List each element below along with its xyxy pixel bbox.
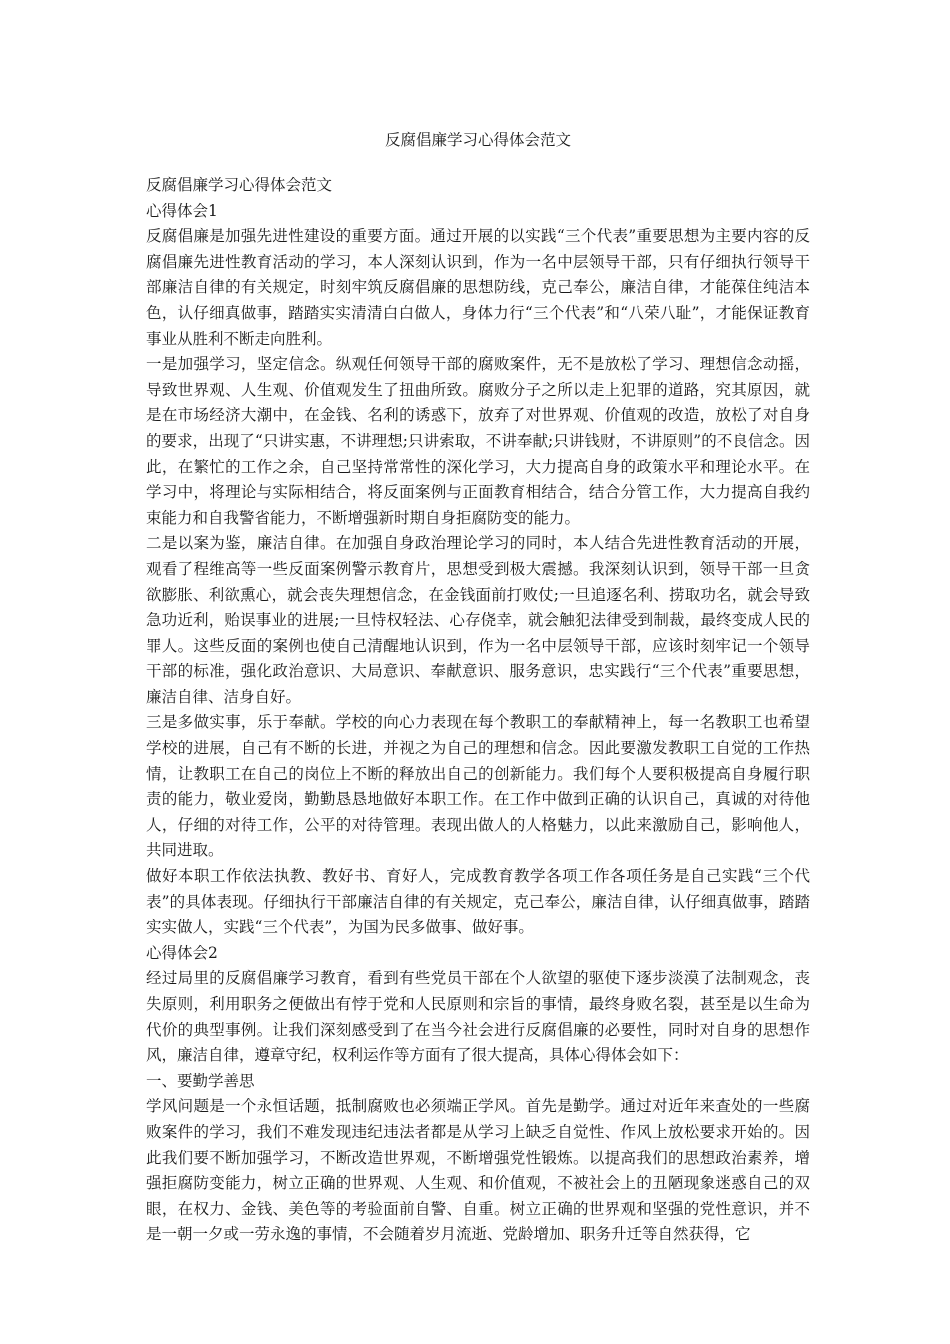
document-title: 反腐倡廉学习心得体会范文 bbox=[384, 131, 571, 149]
body-paragraph: 一是加强学习，坚定信念。纵观任何领导干部的腐败案件，无不是放松了学习、理想信念动摇，导致世界观、人生观、价值观发生了扭曲所致。腐败分子之所以走上犯罪的道路，究其原因，就是在市场经济大潮中，在金钱、名利的诱惑下，放弃了对世界观、价值观的改造，放松了对自身的要求，出现了“只讲实惠，不讲理想;只讲索取，不讲奉献;只讲钱财，不讲原则”的不良信念。因此，在繁忙的工作之余，自己坚持常常性的深化学习，大力提高自身的政策水平和理论水平。在学习中，将理论与实际相结合，将反面案例与正面教育相结合，结合分管工作，大力提高自我约束能力和自我警省能力，不断增强新时期自身拒腐防变的能力。 bbox=[146, 355, 810, 527]
body-paragraph: 三是多做实事，乐于奉献。学校的向心力表现在每个教职工的奉献精神上，每一名教职工也希望学校的进展，自己有不断的长进，并视之为自己的理想和信念。因此要激发教职工自觉的工作热情，让教职工在自己的岗位上不断的释放出自己的创新能力。我们每个人要积极提高自身履行职责的能力，敬业爱岗，勤勤恳恳地做好本职工作。在工作中做到正确的认识自己，真诚的对待他人，仔细的对待工作，公平的对待管理。表现出做人的人格魅力，以此来激励自己，影响他人，共同进取。 bbox=[146, 713, 810, 860]
body-paragraph: 学风问题是一个永恒话题，抵制腐败也必须端正学风。首先是勤学。通过对近年来查处的一些腐败案件的学习，我们不难发现违纪违法者都是从学习上缺乏自觉性、作风上放松要求开始的。因此我们要不断加强学习，不断改造世界观，不断增强党性锻炼。以提高我们的思想政治素养，增强拒腐防变能力，树立正确的世界观、人生观、和价值观，不被社会上的丑陋现象迷惑自己的双眼，在权力、金钱、美色等的考验面前自警、自重。树立正确的世界观和坚强的党性意识，并不是一朝一夕或一劳永逸的事情，不会随着岁月流逝、党龄增加、职务升迁等自然获得，它 bbox=[146, 1097, 810, 1244]
body-paragraph: 反腐倡廉是加强先进性建设的重要方面。通过开展的以实践“三个代表”重要思想为主要内容的反腐倡廉先进性教育活动的学习，本人深刻认识到，作为一名中层领导干部，只有仔细执行领导干部廉洁自律的有关规定，时刻牢筑反腐倡廉的思想防线，克己奉公，廉洁自律，才能葆住纯洁本色，认仔细真做事，踏踏实实清清白白做人，身体力行“三个代表”和“八荣八耻”，才能保证教育事业从胜利不断走向胜利。 bbox=[146, 227, 810, 348]
subsection-heading: 一、要勤学善思 bbox=[146, 1071, 255, 1090]
body-paragraph: 做好本职工作依法执教、教好书、育好人，完成教育教学各项工作各项任务是自己实践“三个代表”的具体表现。仔细执行干部廉洁自律的有关规定，克己奉公，廉洁自律，认仔细真做事，踏踏实实做人，实践“三个代表”，为国为民多做事、做好事。 bbox=[146, 867, 810, 937]
body-paragraph: 二是以案为鉴，廉洁自律。在加强自身政治理论学习的同时，本人结合先进性教育活动的开展，观看了程维高等一些反面案例警示教育片，思想受到极大震撼。我深刻认识到，领导干部一旦贪欲膨胀、利欲熏心，就会丧失理想信念，在金钱面前打败仗;一旦追逐名利、捞取功名，就会导致急功近利，贻误事业的进展;一旦恃权轻法、心存侥幸，就会触犯法律受到制裁，最终变成人民的罪人。这些反面的案例也使自己清醒地认识到，作为一名中层领导干部，应该时刻牢记一个领导干部的标准，强化政治意识、大局意识、奉献意识、服务意识，忠实践行“三个代表”重要思想，廉洁自律、洁身自好。 bbox=[146, 534, 810, 706]
body-heading: 反腐倡廉学习心得体会范文 bbox=[146, 176, 333, 194]
document-body bbox=[146, 173, 810, 1248]
body-paragraph: 经过局里的反腐倡廉学习教育，看到有些党员干部在个人欲望的驱使下逐步淡漠了法制观念，丧失原则，利用职务之便做出有悖于党和人民原则和宗旨的事情，最终身败名裂，甚至是以生命为代价的典型事例。让我们深刻感受到了在当今社会进行反腐倡廉的必要性，同时对自身的思想作风，廉洁自律，遵章守纪，权利运作等方面有了很大提高，具体心得体会如下： bbox=[146, 969, 810, 1065]
section-heading-2: 心得体会2 bbox=[146, 943, 218, 962]
section-heading-1: 心得体会1 bbox=[146, 201, 218, 220]
